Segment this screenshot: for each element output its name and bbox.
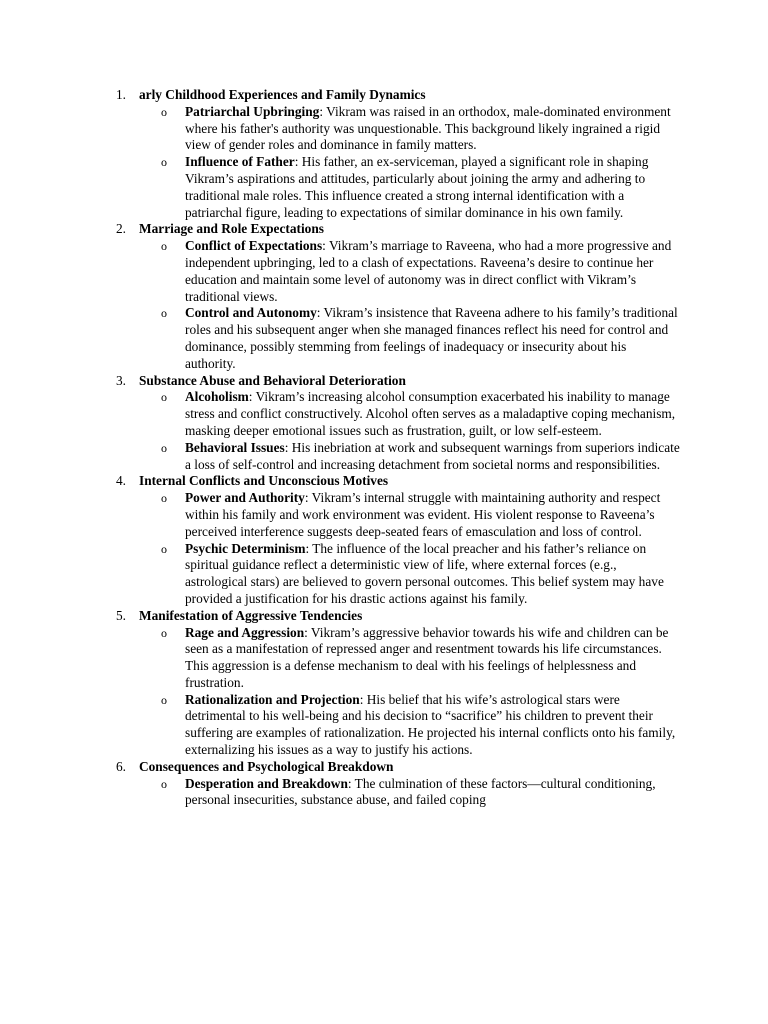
item-title: Patriarchal Upbringing bbox=[185, 103, 320, 119]
bullet-icon: o bbox=[161, 390, 167, 405]
bullet-icon: o bbox=[161, 491, 167, 506]
item-title: Psychic Determinism bbox=[185, 540, 306, 556]
section-title: arly Childhood Experiences and Family Dynamics bbox=[139, 87, 426, 102]
section-title: Manifestation of Aggressive Tendencies bbox=[139, 607, 363, 623]
list-item bbox=[139, 104, 680, 154]
list-item bbox=[139, 490, 680, 540]
list-section-4 bbox=[0, 473, 768, 607]
bullet-icon: o bbox=[161, 625, 167, 640]
item-text: : Vikram’s marriage to Raveena, who had a more progressive and independent upbringing, led to a clash of expectations. Raveena’s desire to continue her education and maintain some level of autonomy was in direct conflict with Vikram’s traditional views. bbox=[185, 238, 672, 304]
bullet-icon: o bbox=[161, 692, 167, 707]
section-number: 6. bbox=[116, 758, 127, 774]
list-item bbox=[139, 389, 680, 439]
item-text: : Vikram’s aggressive behavior towards his wife and children can be seen as a manifestation of repressed anger and resentment towards his life circumstances. This aggression is a defense mechanism to deal with his feelings of helplessness and frustration. bbox=[185, 624, 669, 690]
bullet-icon: o bbox=[161, 440, 167, 455]
item-text: : The culmination of these factors—cultural conditioning, personal insecurities, substance abuse, and failed coping bbox=[185, 775, 656, 808]
item-text: : The influence of the local preacher and his father’s reliance on spiritual guidance reflect a deterministic view of life, where external forces (e.g., astrological stars) are believed to govern personal outcomes. This belief system may have provided a justification for his drastic actions against his family. bbox=[185, 540, 664, 606]
section-number: 5. bbox=[116, 607, 127, 623]
bullet-icon: o bbox=[161, 155, 167, 170]
section-title: Substance Abuse and Behavioral Deterioration bbox=[139, 372, 406, 388]
section-title: Consequences and Psychological Breakdown bbox=[139, 758, 394, 774]
section-number: 1. bbox=[116, 87, 127, 102]
item-text: : Vikram’s insistence that Raveena adhere to his family’s traditional roles and his subsequent anger when she managed finances reflect his need for control and dominance, possibly stemming from feelings of inadequacy or insecurity about his authority. bbox=[185, 305, 678, 371]
list-item bbox=[139, 154, 680, 221]
numbered-list bbox=[0, 87, 768, 809]
list-item bbox=[139, 440, 680, 474]
section-number: 2. bbox=[116, 221, 127, 237]
item-title: Alcoholism bbox=[185, 389, 249, 405]
list-section-1 bbox=[0, 87, 768, 221]
item-title: Influence of Father bbox=[185, 154, 295, 170]
item-title: Control and Autonomy bbox=[185, 305, 317, 321]
bullet-icon: o bbox=[161, 306, 167, 321]
item-title: Rage and Aggression bbox=[185, 624, 305, 640]
section-title: Internal Conflicts and Unconscious Motives bbox=[139, 473, 389, 489]
section-number: 3. bbox=[116, 372, 127, 388]
section-title: Marriage and Role Expectations bbox=[139, 221, 324, 237]
list-item bbox=[139, 305, 680, 372]
item-text: : Vikram was raised in an orthodox, male-dominated environment where his father's authority was unquestionable. This background likely ingrained a rigid view of gender roles and dominance in family matters. bbox=[185, 103, 671, 153]
list-item bbox=[139, 776, 680, 810]
list-item bbox=[139, 541, 680, 608]
item-title: Behavioral Issues bbox=[185, 439, 285, 455]
list-item bbox=[139, 625, 680, 692]
item-title: Power and Authority bbox=[185, 490, 305, 506]
item-text: : His father, an ex-serviceman, played a significant role in shaping Vikram’s aspirations and attitudes, particularly about joining the army and adhering to traditional male roles. This influence created a strong internal identification with a patriarchal figure, leading to expectations of similar dominance in his own family. bbox=[185, 154, 649, 220]
bullet-icon: o bbox=[161, 776, 167, 791]
item-text: : Vikram’s internal struggle with maintaining authority and respect within his family and work environment was evident. His violent response to Raveena’s perceived interference suggests deep-seated fears of emasculation and loss of control. bbox=[185, 490, 661, 539]
item-title: Conflict of Expectations bbox=[185, 238, 323, 254]
item-text: : Vikram’s increasing alcohol consumption exacerbated his inability to manage stress and conflict constructively. Alcohol often serves as a maladaptive coping mechanism, masking deeper emotional issues such as frustration, guilt, or low self-esteem. bbox=[185, 389, 676, 438]
section-number: 4. bbox=[116, 473, 127, 489]
list-section-5 bbox=[0, 608, 768, 759]
bullet-icon: o bbox=[161, 239, 167, 254]
item-text: : His belief that his wife’s astrological stars were detrimental to his well-being and his decision to “sacrifice” his children to prevent their suffering are examples of rationalization. He projected his internal conflicts onto his family, externalizing his issues as a way to justify his actions. bbox=[185, 691, 676, 758]
item-title: Desperation and Breakdown bbox=[185, 775, 348, 791]
list-item bbox=[139, 692, 680, 759]
item-title: Rationalization and Projection bbox=[185, 691, 360, 707]
list-item bbox=[139, 238, 680, 305]
bullet-icon: o bbox=[161, 104, 167, 119]
item-text: : His inebriation at work and subsequent warnings from superiors indicate a loss of self-control and increasing detachment from societal norms and responsibilities. bbox=[185, 439, 680, 472]
list-section-2 bbox=[0, 221, 768, 372]
list-section-3 bbox=[0, 373, 768, 474]
bullet-icon: o bbox=[161, 541, 167, 556]
list-section-6 bbox=[0, 759, 768, 809]
